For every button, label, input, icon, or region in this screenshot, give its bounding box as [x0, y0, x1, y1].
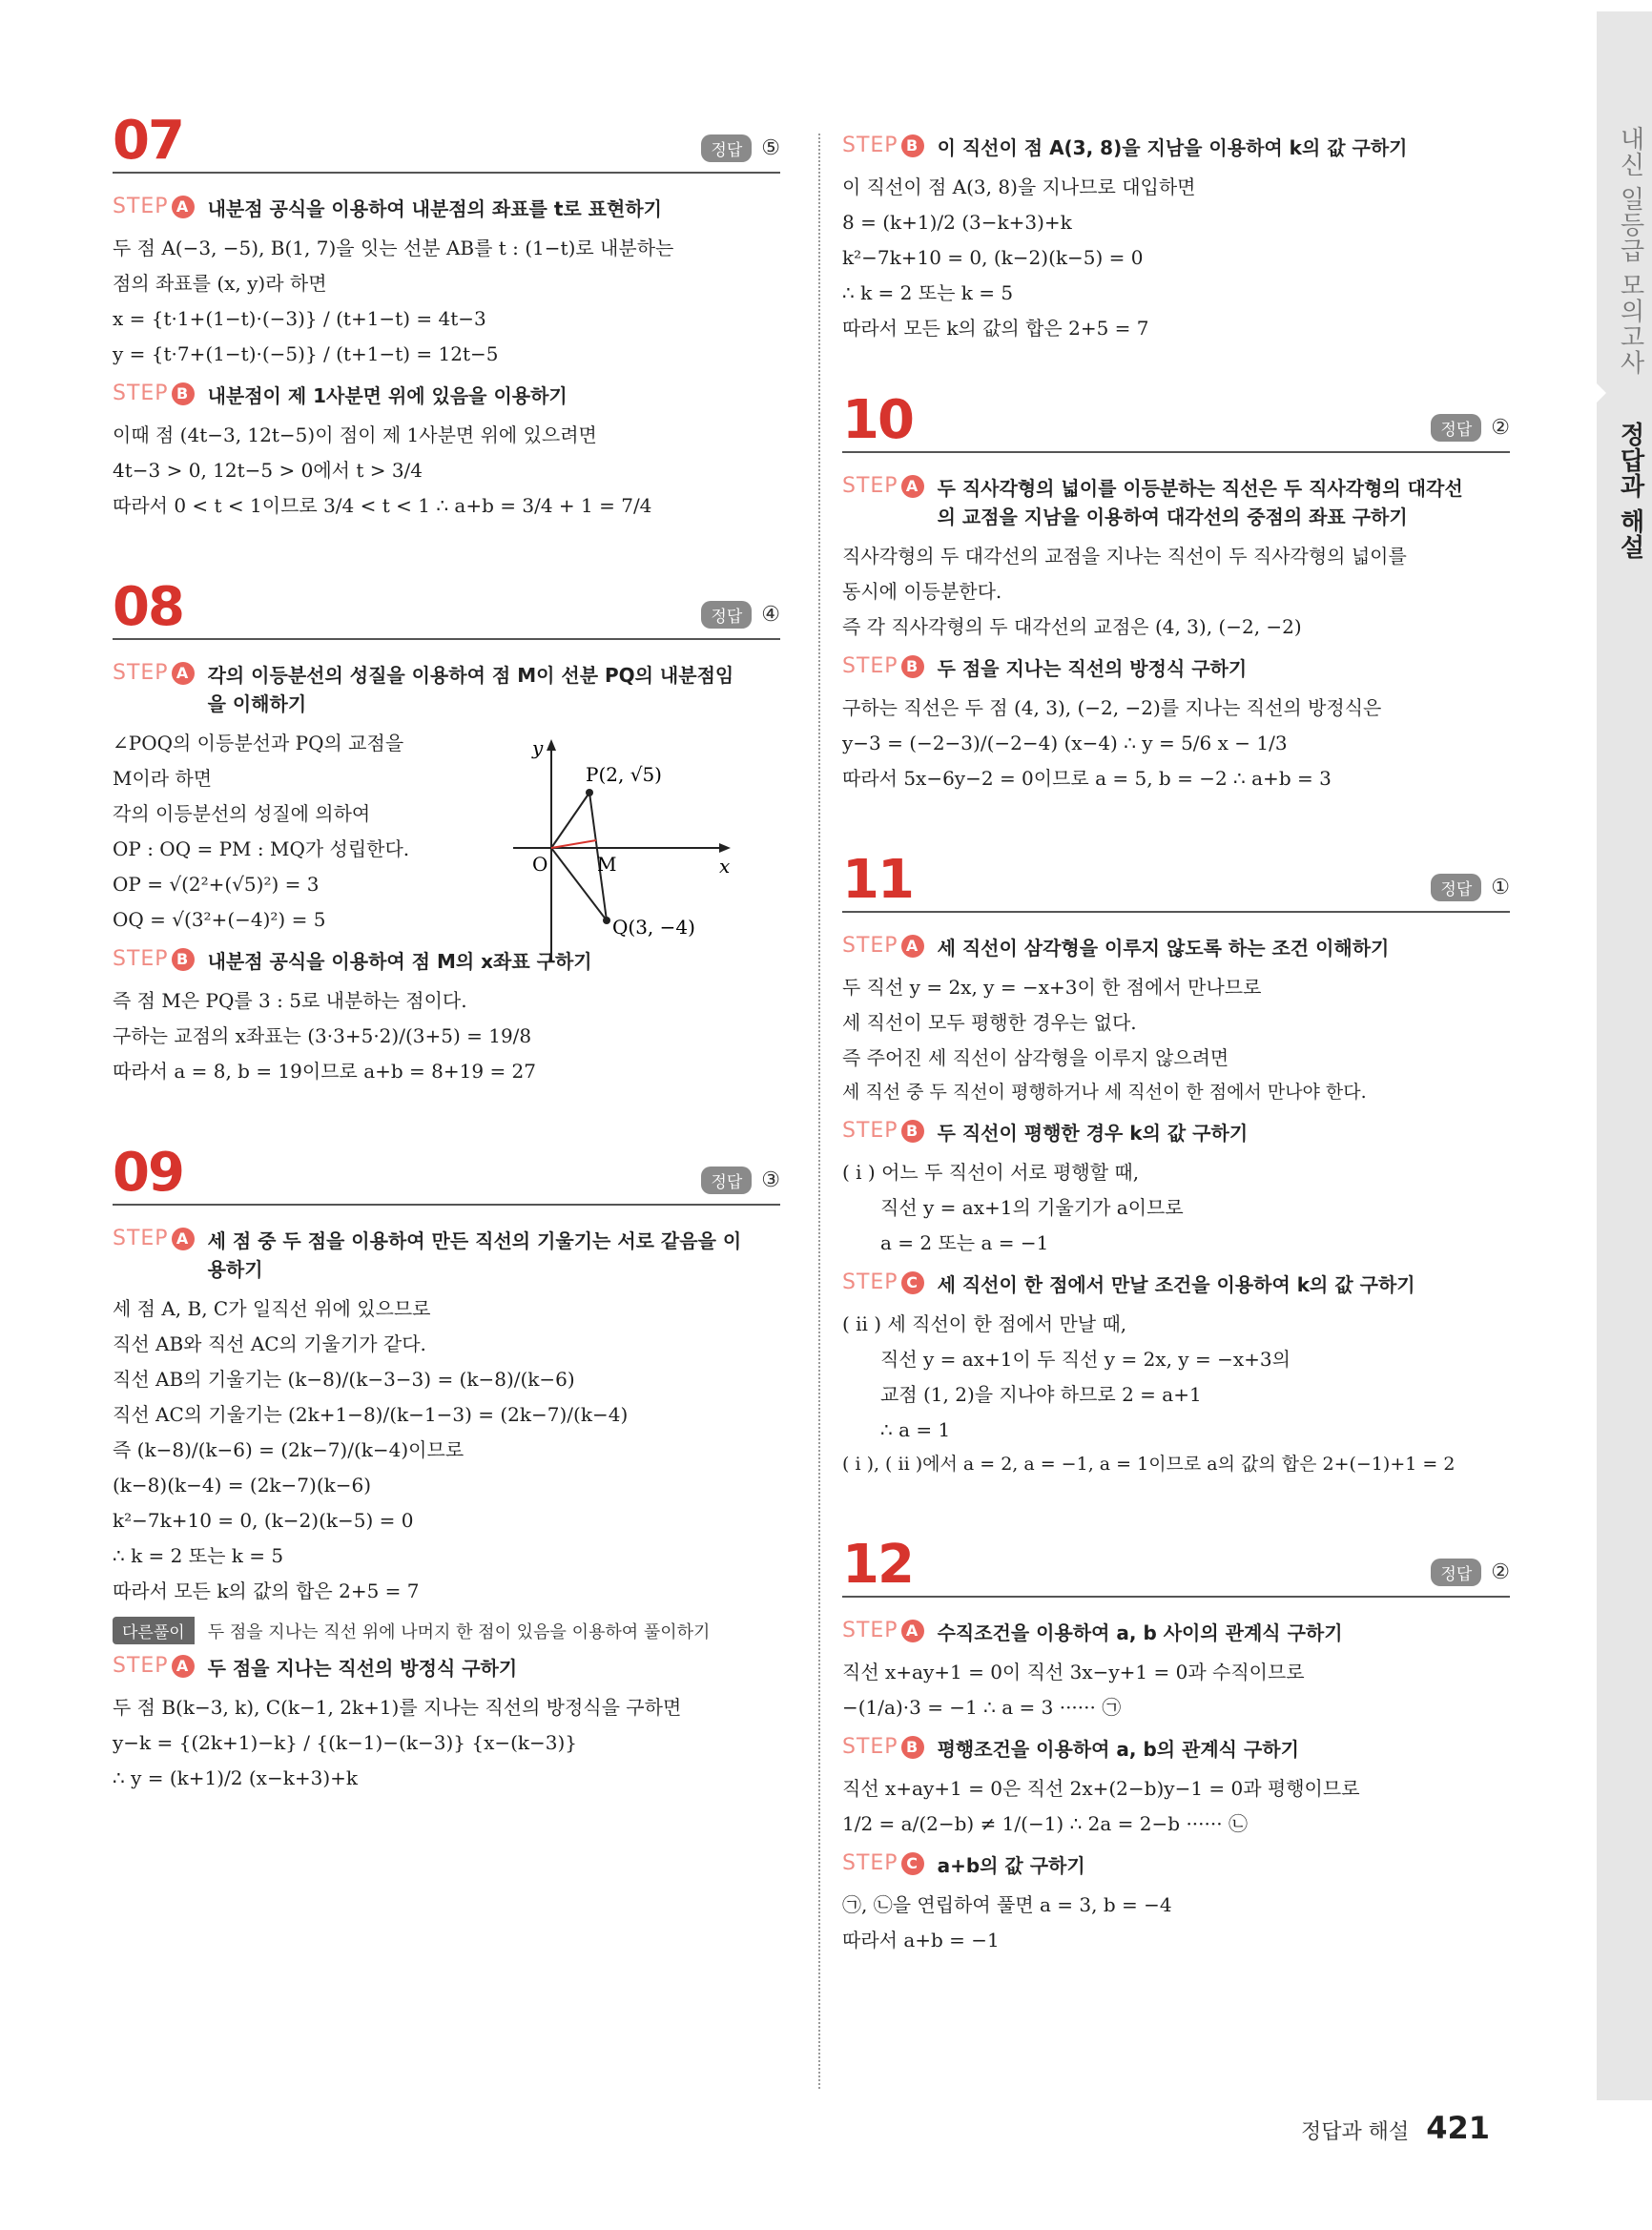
text-line: 따라서 모든 k의 값의 합은 2+5 = 7: [842, 317, 1149, 340]
step-tag: STEP B: [842, 1119, 924, 1143]
answer: [701, 1167, 780, 1194]
step-tag: STEP C: [842, 1270, 924, 1294]
problem-number: 08: [113, 576, 183, 638]
step-heading: [842, 1619, 1510, 1647]
step-letter: B: [172, 382, 195, 405]
step-tag: STEP B: [113, 947, 195, 971]
formula-line: ∴ a = 1: [880, 1418, 951, 1442]
step-title: 두 점을 지나는 직선의 방정식 구하기: [937, 657, 1248, 680]
text-line: OP : OQ = PM : MQ가 성립한다.: [113, 837, 410, 860]
step-letter: A: [172, 196, 195, 218]
text-line: 직선 y = ax+1의 기울기가 a이므로: [880, 1196, 1184, 1220]
page-number: 421: [1426, 2110, 1490, 2146]
answer-value: ①: [1491, 876, 1510, 899]
answer-badge: 정답: [701, 601, 752, 629]
answer: [1431, 1559, 1510, 1586]
step-title: 세 직선이 삼각형을 이루지 않도록 하는 조건 이해하기: [937, 937, 1390, 960]
step-heading: [842, 654, 1510, 683]
step-title: 두 직사각형의 넓이를 이등분하는 직선은 두 직사각형의 대각선의 교점을 지남을 이용하여 대각선의 중점의 좌표 구하기: [937, 477, 1463, 528]
step-heading: [842, 1119, 1510, 1147]
step-letter: A: [901, 935, 924, 958]
answer-badge: 정답: [701, 1167, 752, 1194]
sidebar-top-label: 내신 일등급 모의고사: [1616, 126, 1644, 376]
problem-number: 10: [842, 389, 913, 451]
formula-line: −(1/a)·3 = −1 ∴ a = 3 ······ ㉠: [842, 1696, 1122, 1720]
problem-header: [842, 389, 1510, 453]
problem-header: [842, 849, 1510, 913]
text-line: 교점 (1, 2)을 지나야 하므로 2 = a+1: [880, 1383, 1202, 1407]
x-axis-arrow-icon: [719, 843, 731, 853]
text-line: 두 점 B(k−3, k), C(k−1, 2k+1)를 지나는 직선의 방정식을 구하면: [113, 1696, 682, 1719]
point-q-label: Q(3, −4): [612, 916, 695, 939]
formula-line: k²−7k+10 = 0, (k−2)(k−5) = 0: [842, 246, 1144, 269]
text-line: 직선 AB와 직선 AC의 기울기가 같다.: [113, 1332, 426, 1355]
origin-label: O: [532, 853, 548, 876]
formula-line: y = {t·7+(1−t)·(−5)} / (t+1−t) = 12t−5: [113, 342, 499, 365]
point-q: [603, 917, 610, 924]
step-letter: A: [172, 1228, 195, 1250]
column-divider: [818, 134, 820, 2089]
step-title: 이 직선이 점 A(3, 8)을 지남을 이용하여 k의 값 구하기: [937, 136, 1408, 159]
step-heading: [842, 134, 1510, 162]
problem-09-continued: [842, 134, 1510, 346]
formula-line: 따라서 0 < t < 1이므로 3/4 < t < 1 ∴ a+b = 3/4 + 1 = 7/4: [113, 494, 652, 517]
step-heading: [842, 1270, 1510, 1299]
step-title: a+b의 값 구하기: [937, 1854, 1085, 1878]
step-letter: B: [901, 134, 924, 157]
step-heading: [113, 661, 780, 718]
point-m-label: M: [597, 853, 617, 876]
text-line: ∠POQ의 이등분선과 PQ의 교점을: [113, 732, 404, 754]
step-tag: STEP A: [113, 195, 195, 218]
step-title: 평행조건을 이용하여 a, b의 관계식 구하기: [937, 1738, 1299, 1762]
formula-line: k²−7k+10 = 0, (k−2)(k−5) = 0: [113, 1509, 414, 1532]
text-line: 즉 주어진 세 직선이 삼각형을 이루지 않으려면: [842, 1046, 1229, 1069]
formula-line: 8 = (k+1)/2 (3−k+3)+k: [842, 211, 1072, 234]
step-title: 두 직선이 평행한 경우 k의 값 구하기: [937, 1122, 1249, 1146]
page-footer: [1301, 2110, 1490, 2146]
step-title: 내분점 공식을 이용하여 점 M의 x좌표 구하기: [207, 950, 592, 973]
problem-12: [842, 1534, 1510, 1958]
text-line: ( ii ) 세 직선이 한 점에서 만날 때,: [842, 1312, 1127, 1336]
formula-line: ∴ k = 2 또는 k = 5: [113, 1544, 284, 1567]
problem-number: 11: [842, 849, 913, 911]
step-title: 수직조건을 이용하여 a, b 사이의 관계식 구하기: [937, 1621, 1343, 1645]
step-tag: STEP C: [842, 1851, 924, 1875]
footer-title: 정답과 해설: [1300, 2120, 1410, 2144]
text-line: 직선 x+ay+1 = 0이 직선 3x−y+1 = 0과 수직이므로: [842, 1661, 1305, 1684]
text-line: 직선 x+ay+1 = 0은 직선 2x+(2−b)y−1 = 0과 평행이므로: [842, 1777, 1360, 1801]
formula-line: 직선 AB의 기울기는 (k−8)/(k−3−3) = (k−8)/(k−6): [113, 1368, 575, 1391]
answer-badge: 정답: [1431, 414, 1481, 442]
step-letter: A: [901, 475, 924, 498]
problem-header: [113, 576, 780, 640]
text-line: ( i ), ( ii )에서 a = 2, a = −1, a = 1이므로 a의 값의 합은 2+(−1)+1 = 2: [842, 1454, 1456, 1476]
step-tag: STEP A: [842, 1619, 924, 1642]
text-line: 세 점 A, B, C가 일직선 위에 있으므로: [113, 1297, 431, 1320]
step-tag: STEP A: [113, 1654, 195, 1678]
answer-value: ③: [761, 1168, 780, 1192]
formula-line: 구하는 교점의 x좌표는 (3·3+5·2)/(3+5) = 19/8: [113, 1024, 532, 1047]
text-line: M이라 하면: [113, 767, 213, 790]
answer-value: ⑤: [761, 136, 780, 160]
answer-value: ②: [1491, 1560, 1510, 1585]
text-line: 동시에 이등분한다.: [842, 580, 1002, 603]
formula-line: x = {t·1+(1−t)·(−3)} / (t+1−t) = 4t−3: [113, 307, 486, 330]
text-line: ㉠, ㉡을 연립하여 풀면 a = 3, b = −4: [842, 1893, 1172, 1917]
formula-line: ∴ k = 2 또는 k = 5: [842, 281, 1014, 304]
step-heading: [113, 382, 780, 410]
step-letter: C: [901, 1852, 924, 1875]
formula-line: 따라서 a+b = −1: [842, 1929, 1000, 1952]
step-heading: [113, 195, 780, 223]
answer: [701, 134, 780, 162]
sidebar-bottom-label: 정답과 해설: [1616, 422, 1644, 561]
problem-09: [113, 1142, 780, 1796]
step-heading: [842, 1851, 1510, 1880]
text-line: 두 점 A(−3, −5), B(1, 7)을 잇는 선분 AB를 t : (1−t)로 내분하는: [113, 237, 674, 259]
alt-solution-heading: [113, 1617, 780, 1644]
text-line: 점의 좌표를 (x, y)라 하면: [113, 272, 327, 295]
alt-solution-badge: 다른풀이: [113, 1617, 195, 1644]
formula-line: OP = √(2²+(√5)²) = 3: [113, 873, 320, 896]
text-line: 즉 점 M은 PQ를 3 : 5로 내분하는 점이다.: [113, 989, 467, 1012]
x-axis-label: x: [719, 855, 731, 878]
text-line: 따라서 모든 k의 값의 합은 2+5 = 7: [113, 1580, 420, 1602]
step-heading: [113, 1654, 780, 1683]
step-letter: A: [901, 1620, 924, 1642]
step-title: 세 점 중 두 점을 이용하여 만든 직선의 기울기는 서로 같음을 이용하기: [207, 1229, 742, 1281]
text-line: 각의 이등분선의 성질에 의하여: [113, 802, 371, 825]
formula-line: 1/2 = a/(2−b) ≠ 1/(−1) ∴ 2a = 2−b ······ ㉡: [842, 1812, 1248, 1836]
step-heading: [842, 1735, 1510, 1764]
step-letter: B: [901, 655, 924, 678]
formula-line: OQ = √(3²+(−4)²) = 5: [113, 908, 326, 931]
step-letter: A: [172, 1655, 195, 1678]
alt-solution-text: 두 점을 지나는 직선 위에 나머지 한 점이 있음을 이용하여 풀이하기: [207, 1621, 711, 1642]
y-axis-arrow-icon: [547, 739, 556, 751]
answer: [1431, 874, 1510, 901]
answer-badge: 정답: [1431, 874, 1481, 901]
sidebar-arrow-icon: [1587, 374, 1606, 412]
answer-badge: 정답: [701, 134, 752, 162]
left-column: [113, 110, 780, 1853]
step-title: 두 점을 지나는 직선의 방정식 구하기: [207, 1657, 518, 1680]
text-line: 이 직선이 점 A(3, 8)을 지나므로 대입하면: [842, 176, 1196, 198]
step-letter: B: [901, 1736, 924, 1759]
answer-value: ②: [1491, 416, 1510, 440]
text-line: 두 직선 y = 2x, y = −x+3이 한 점에서 만나므로: [842, 976, 1262, 999]
formula-line: 직선 AC의 기울기는 (2k+1−8)/(k−1−3) = (2k−7)/(k−4): [113, 1403, 629, 1426]
text-line: 세 직선이 모두 평행한 경우는 없다.: [842, 1011, 1137, 1034]
formula-line: 따라서 5x−6y−2 = 0이므로 a = 5, b = −2 ∴ a+b = 3: [842, 767, 1332, 790]
answer: [1431, 414, 1510, 442]
step-letter: C: [901, 1271, 924, 1294]
formula-line: 즉 (k−8)/(k−6) = (2k−7)/(k−4)이므로: [113, 1438, 465, 1461]
step-title: 세 직선이 한 점에서 만날 조건을 이용하여 k의 값 구하기: [937, 1273, 1415, 1297]
coordinate-diagram: [494, 733, 742, 981]
step-tag: STEP A: [113, 1227, 195, 1250]
formula-line: 따라서 a = 8, b = 19이므로 a+b = 8+19 = 27: [113, 1060, 537, 1083]
formula-line: 즉 각 직사각형의 두 대각선의 교점은 (4, 3), (−2, −2): [842, 615, 1302, 638]
bisector-om: [551, 840, 596, 848]
step-tag: STEP B: [842, 654, 924, 678]
problem-10: [842, 389, 1510, 796]
text-line: 세 직선 중 두 직선이 평행하거나 세 직선이 한 점에서 만나야 한다.: [842, 1082, 1367, 1103]
problem-number: 07: [113, 110, 183, 172]
right-column: [842, 134, 1510, 2015]
step-title: 내분점 공식을 이용하여 내분점의 좌표를 t로 표현하기: [207, 197, 662, 220]
text-line: 직선 y = ax+1이 두 직선 y = 2x, y = −x+3의: [880, 1348, 1291, 1372]
step-heading: [842, 934, 1510, 962]
step-letter: A: [172, 662, 195, 685]
step-heading: [113, 1227, 780, 1284]
problem-header: [113, 110, 780, 174]
problem-08: [113, 576, 780, 1089]
step-letter: B: [172, 948, 195, 971]
step-title: 내분점이 제 1사분면 위에 있음을 이용하기: [207, 384, 568, 407]
formula-line: y−3 = (−2−3)/(−2−4) (x−4) ∴ y = 5/6 x − 1/3: [842, 732, 1288, 754]
problem-07: [113, 110, 780, 524]
answer-badge: 정답: [1431, 1559, 1481, 1586]
y-axis-label: y: [532, 736, 544, 759]
point-p: [586, 789, 593, 796]
answer: [701, 601, 780, 629]
text-line: 구하는 직선은 두 점 (4, 3), (−2, −2)를 지나는 직선의 방정식은: [842, 696, 1382, 719]
problem-header: [113, 1142, 780, 1206]
formula-line: (k−8)(k−4) = (2k−7)(k−6): [113, 1474, 372, 1497]
step-tag: STEP B: [113, 382, 195, 405]
segment-op: [551, 793, 589, 848]
problem-number: 09: [113, 1142, 183, 1204]
step-tag: STEP B: [842, 134, 924, 157]
step-heading: [842, 474, 1510, 531]
text-line: 직사각형의 두 대각선의 교점을 지나는 직선이 두 직사각형의 넓이를: [842, 545, 1407, 568]
formula-line: 4t−3 > 0, 12t−5 > 0에서 t > 3/4: [113, 459, 423, 482]
text-line: 이때 점 (4t−3, 12t−5)이 점이 제 1사분면 위에 있으려면: [113, 423, 597, 446]
problem-number: 12: [842, 1534, 913, 1597]
formula-line: ∴ y = (k+1)/2 (x−k+3)+k: [113, 1766, 359, 1789]
text-line: ( i ) 어느 두 직선이 서로 평행할 때,: [842, 1161, 1140, 1185]
sidebar-tab: [1597, 11, 1652, 2100]
step-letter: B: [901, 1120, 924, 1143]
step-tag: STEP A: [113, 661, 195, 685]
step-tag: STEP A: [842, 474, 924, 498]
answer-value: ④: [761, 603, 780, 627]
problem-11: [842, 849, 1510, 1481]
problem-header: [842, 1534, 1510, 1598]
formula-line: y−k = {(2k+1)−k} / {(k−1)−(k−3)} {x−(k−3)}: [113, 1731, 578, 1754]
step-title: 각의 이등분선의 성질을 이용하여 점 M이 선분 PQ의 내분점임을 이해하기: [207, 664, 734, 715]
formula-line: a = 2 또는 a = −1: [880, 1231, 1049, 1255]
step-tag: STEP B: [842, 1735, 924, 1759]
point-p-label: P(2, √5): [586, 763, 662, 786]
step-tag: STEP A: [842, 934, 924, 958]
